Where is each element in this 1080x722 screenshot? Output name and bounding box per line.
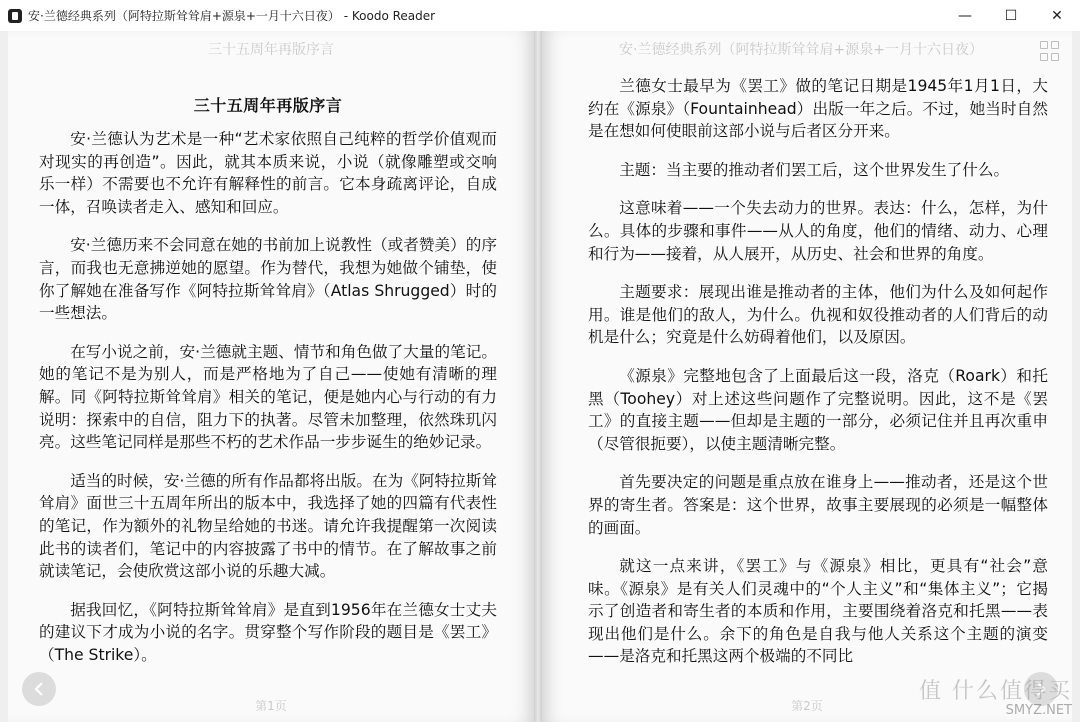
reader-area — [0, 31, 1080, 722]
left-page-number: 第1页 — [255, 699, 287, 713]
book-spine — [534, 31, 542, 722]
paragraph: 据我回忆，《阿特拉斯耸耸肩》是直到1956年在兰德女士丈夫的建议下才成为小说的名字。贯穿整个写作阶段的题目是《罢工》（The Strike）。 — [39, 600, 497, 664]
chevron-left-icon — [30, 680, 48, 698]
left-page — [8, 31, 534, 722]
site-watermark — [919, 674, 1072, 718]
paragraph: 《源泉》完整地包含了上面最后这一段，洛克（Roark）和托黑（Toohey）对上述这些问题作了完整说明。因此，这不是《罢工》的直接主题——但却是主题的一部分，必须记住并且再次重申（尽管很扼要），以使主题清晰完整。 — [588, 366, 1048, 453]
maximize-button[interactable]: ☐ — [1004, 7, 1018, 24]
app-icon — [8, 9, 22, 23]
paragraph: 在写小说之前，安·兰德就主题、情节和角色做了大量的笔记。她的笔记不是为别人，而是严格地为了自己——使她有清晰的理解。同《阿特拉斯耸耸肩》相关的笔记，便是她内心与行动的有力说明：探索中的自信，阻力下的执著。尽管未加整理，依然珠玑闪亮。这些笔记同样是那些不朽的艺术作品一步步诞生的绝妙记录。 — [39, 342, 497, 452]
title-bar — [0, 0, 1080, 31]
paragraph: 安·兰德认为艺术是一种“艺术家依照自己纯粹的哲学价值观而对现实的再创造”。因此，就其本质来说，小说（就像雕塑或交响乐一样）不需要也不允许有解释性的前言。它本身疏离评论，自成一体，召唤读者走入、感知和回应。 — [39, 130, 497, 216]
window-title: 安·兰德经典系列（阿特拉斯耸耸肩+源泉+一月十六日夜） - Koodo Reader — [28, 9, 436, 23]
paragraph: 这意味着——一个失去动力的世界。表达：什么，怎样，为什么。具体的步骤和事件——从人的角度，他们的情绪、动力、心理和行为——接着，从人展开，从历史、社会和世界的角度。 — [588, 199, 1048, 263]
grid-view-icon[interactable] — [1040, 41, 1060, 61]
right-running-head: 安·兰德经典系列（阿特拉斯耸耸肩+源泉+一月十六日夜） — [619, 42, 983, 58]
paragraph: 首先要决定的问题是重点放在谁身上——推动者，还是这个世界的寄生者。答案是：这个世界，故事主要展现的必须是一幅整体的画面。 — [588, 473, 1048, 537]
right-page-number: 第2页 — [791, 699, 823, 713]
right-page-content — [588, 75, 1048, 684]
watermark-site: SMYZ.NET — [1005, 703, 1072, 718]
watermark-logo: 值 什么值得买 — [919, 679, 1072, 704]
paragraph: 兰德女士最早为《罢工》做的笔记日期是1945年1月1日，大约在《源泉》（Fountainhead）出版一年之后。不过，她当时自然是在想如何使眼前这部小说与后者区分开来。 — [588, 77, 1048, 141]
minimize-button[interactable]: — — [958, 7, 972, 24]
close-button[interactable]: ✕ — [1051, 7, 1063, 24]
chapter-heading: 三十五周年再版序言 — [193, 96, 343, 115]
paragraph: 主题要求：展现出谁是推动者的主体，他们为什么及如何起作用。谁是他们的敌人，为什么。仇视和奴役推动者的人们背后的动机是什么；究竟是什么妨碍着他们，以及原因。 — [588, 283, 1048, 347]
paragraph: 适当的时候，安·兰德的所有作品都将出版。在为《阿特拉斯耸耸肩》面世三十五周年所出的版本中，我选择了她的四篇有代表性的笔记，作为额外的礼物呈给她的书迷。请允许我提醒第一次阅读此书的读者们，笔记中的内容披露了书中的情节。在了解故事之前就读笔记，会使欣赏这部小说的乐趣大减。 — [39, 471, 497, 581]
left-page-content — [39, 93, 497, 682]
left-running-head: 三十五周年再版序言 — [208, 42, 334, 58]
paragraph: 就这一点来讲，《罢工》与《源泉》相比，更具有“社会”意味。《源泉》是有关人们灵魂中的“个人主义”和“集体主义”；它揭示了创造者和寄生者的本质和作用，主要围绕着洛克和托黑——表现出他们是什么。余下的角色是自我与他人关系这个主题的演变——是洛克和托黑这两个极端的不同比 — [588, 557, 1048, 666]
window-controls — [942, 0, 1080, 31]
previous-page-button[interactable] — [22, 672, 56, 706]
paragraph: 主题：当主要的推动者们罢工后，这个世界发生了什么。 — [619, 160, 1010, 179]
paragraph: 安·兰德历来不会同意在她的书前加上说教性（或者赞美）的序言，而我也无意拂逆她的愿望。作为替代，我想为她做个铺垫，使你了解她在准备写作《阿特拉斯耸耸肩》（Atlas Shrugged）时的一些想法。 — [39, 236, 497, 323]
right-page — [542, 31, 1072, 722]
